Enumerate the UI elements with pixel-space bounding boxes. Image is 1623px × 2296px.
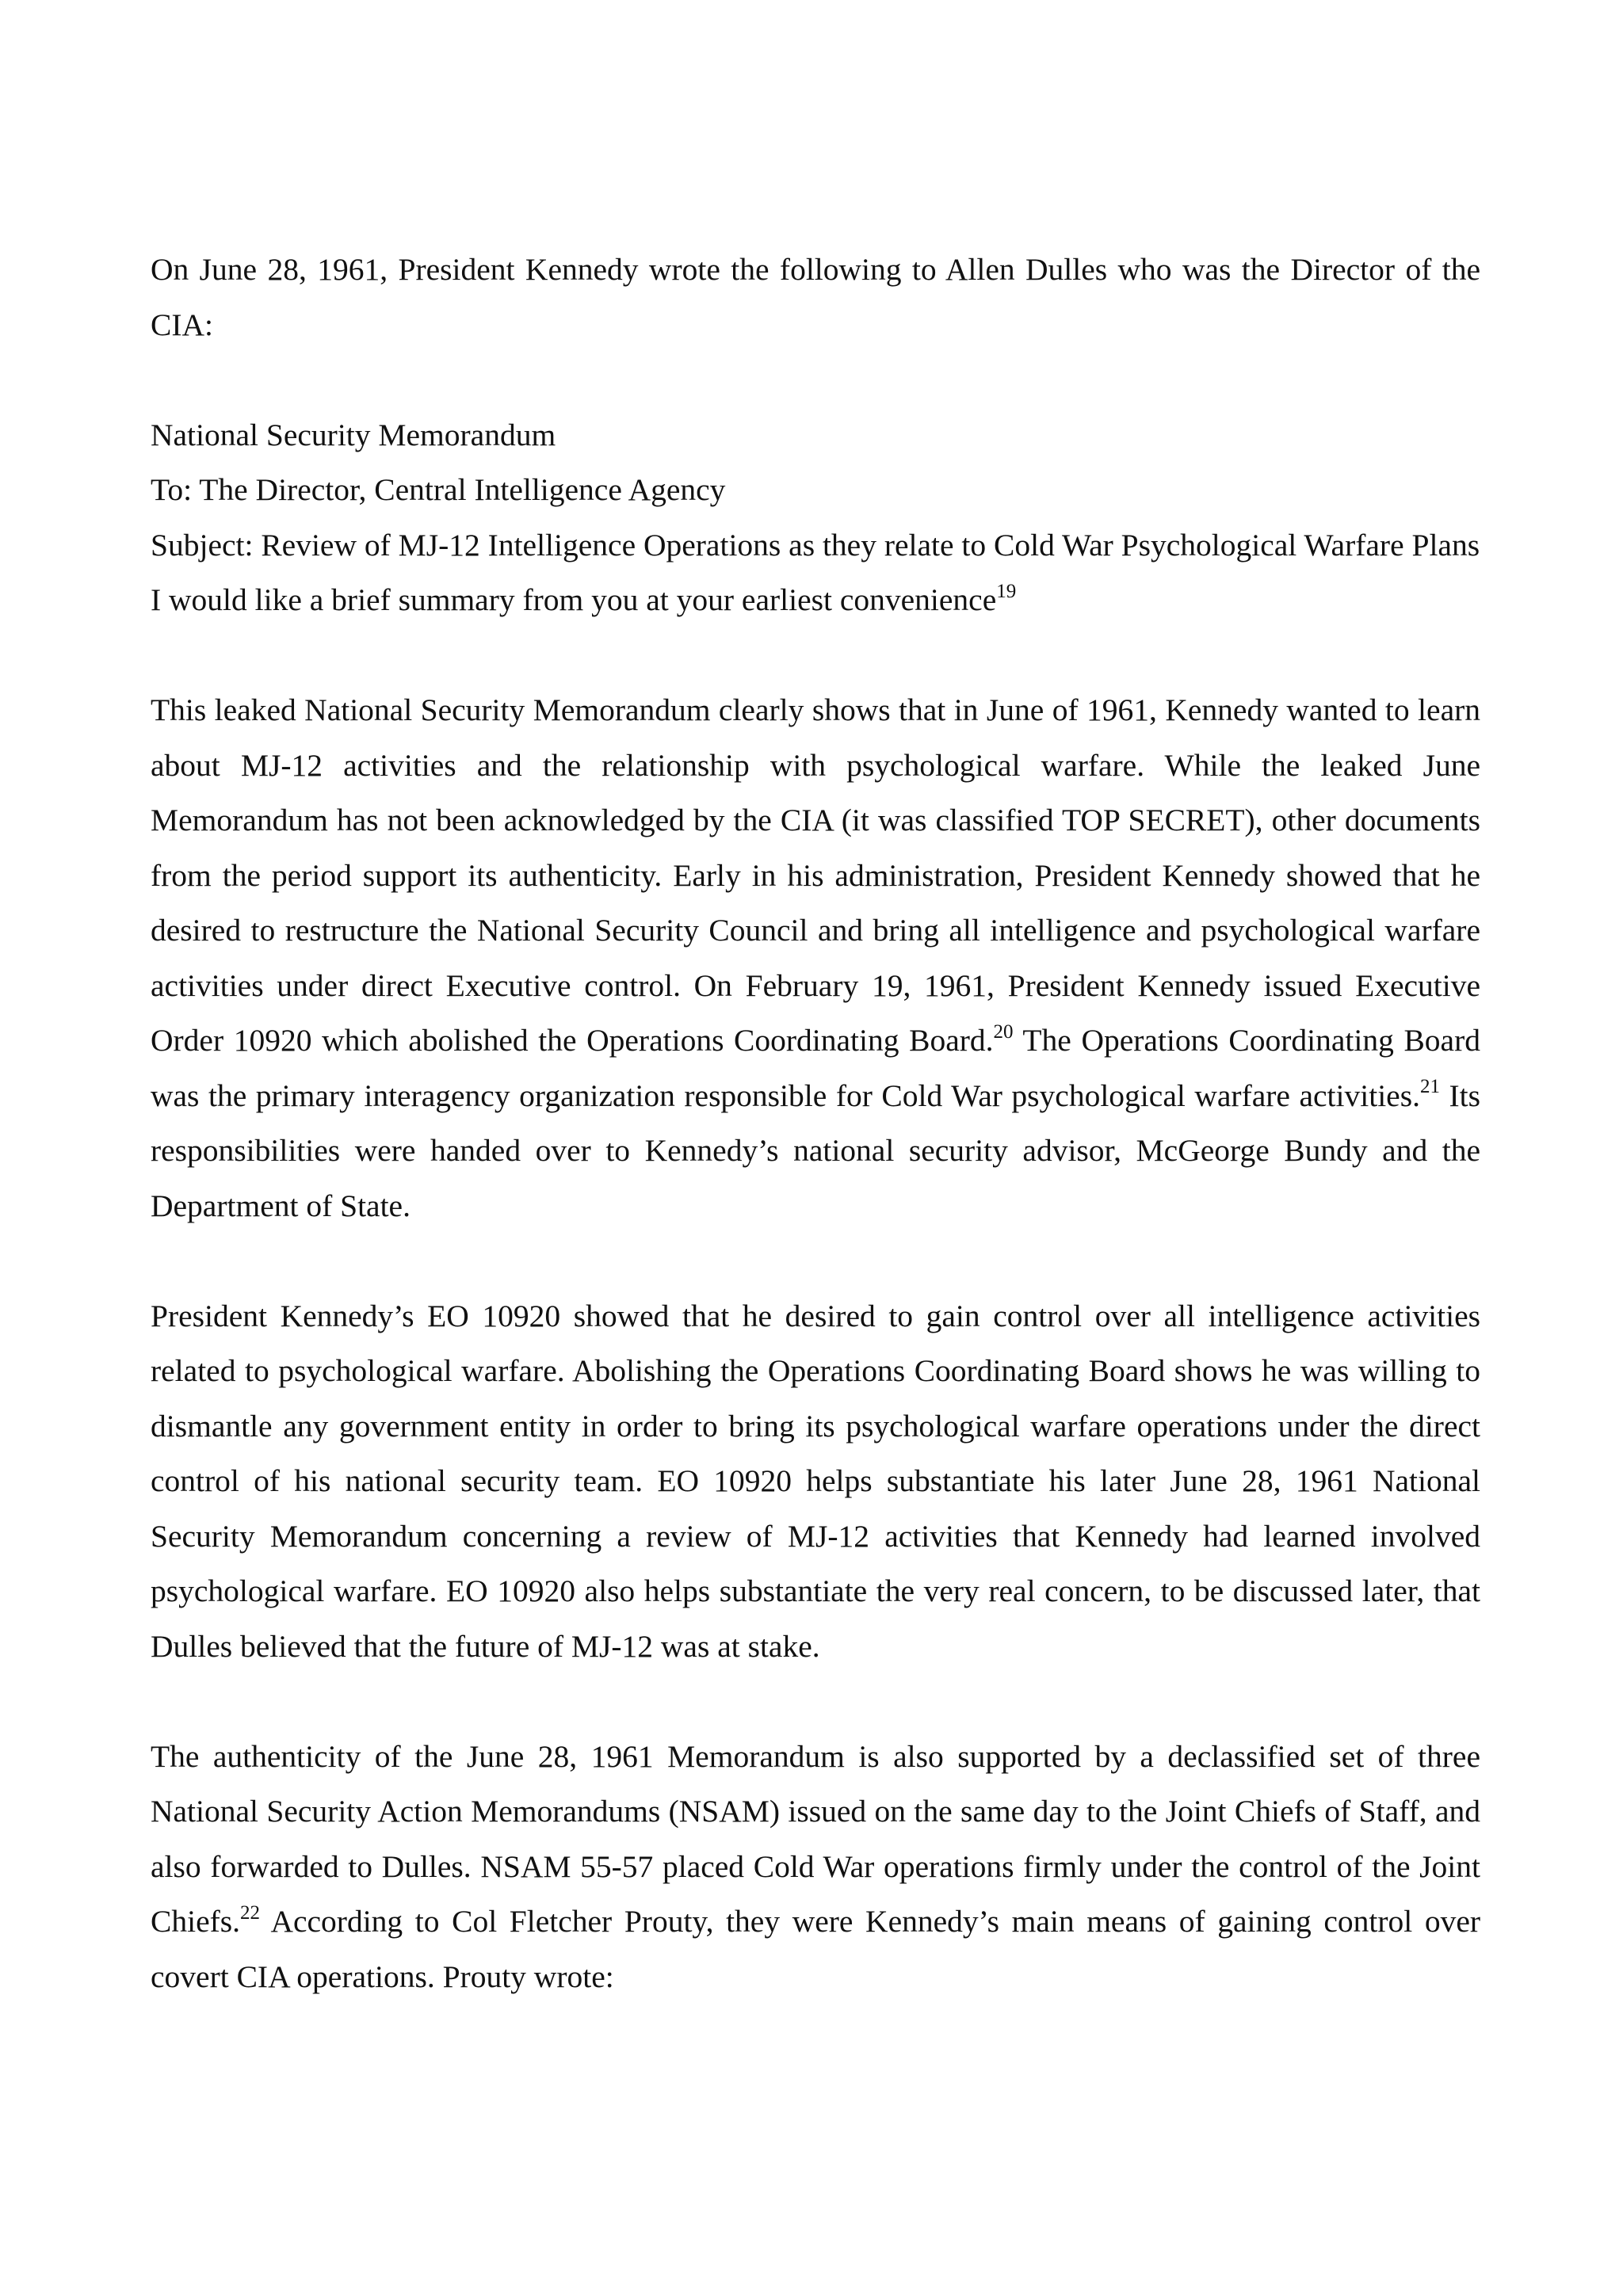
paragraph-3-text-b: According to Col Fletcher Prouty, they were Kennedy’s main means of gaining control over covert CIA operations. Prouty wrote: (151, 1904, 1480, 1994)
paragraph-1-text-b: The Operations Coordinating Board was the primary interagency organization responsible for Cold War psychological warfare activities. (151, 1023, 1480, 1113)
document-page (151, 242, 1480, 2004)
memo-title: National Security Memorandum (151, 417, 556, 452)
footnote-ref-21: 21 (1419, 1076, 1440, 1098)
footnote-ref-20: 20 (993, 1020, 1014, 1043)
memo-request-text: I would like a brief summary from you at your earliest convenience (151, 582, 997, 617)
paragraph-1-text-a: This leaked National Security Memorandum clearly shows that in June of 1961, Kennedy wanted to learn about MJ-12 activities and the relationship with psychological warfare. While the leaked June Memorandum has not been acknowledged by the CIA (it was classified TOP SECRET), other documents from the period support its authenticity. Early in his administration, President Kennedy showed that he desired to restructure the National Security Council and bring all intelligence and psychological warfare activities under direct Executive control. On February 19, 1961, President Kennedy issued Executive Order 10920 which abolished the Operations Coordinating Board. (151, 692, 1480, 1058)
memo-block (151, 408, 1480, 628)
paragraph-2: President Kennedy’s EO 10920 showed that he desired to gain control over all intelligence activities related to psychological warfare. Abolishing the Operations Coordinating Board shows he was willing to dismantle any government entity in order to bring its psychological warfare operations under the direct control of his national security team. EO 10920 helps substantiate his later June 28, 1961 National Security Memorandum concerning a review of MJ-12 activities that Kennedy had learned involved psychological warfare. EO 10920 also helps substantiate the very real concern, to be discussed later, that Dulles believed that the future of MJ-12 was at stake. (151, 1298, 1480, 1664)
paragraph-1 (151, 683, 1480, 1234)
paragraph-1-text-c: Its responsibilities were handed over to Kennedy’s national security advisor, McGeorge Bundy and the Department of State. (151, 1077, 1481, 1223)
memo-to: To: The Director, Central Intelligence Agency (151, 472, 726, 507)
footnote-ref-22: 22 (240, 1901, 261, 1924)
memo-subject: Subject: Review of MJ-12 Intelligence Operations as they relate to Cold War Psychological Warfare Plans (151, 527, 1480, 563)
paragraph-3 (151, 1730, 1480, 2005)
footnote-ref-19: 19 (996, 580, 1017, 602)
paragraph-3-text-a: The authenticity of the June 28, 1961 Memorandum is also supported by a declassified set of three National Security Action Memorandums (NSAM) issued on the same day to the Joint Chiefs of Staff, and also forwarded to Dulles. NSAM 55-57 placed Cold War operations firmly under the control of the Joint Chiefs. (151, 1738, 1480, 1939)
intro-paragraph: On June 28, 1961, President Kennedy wrote the following to Allen Dulles who was the Director of the CIA: (151, 252, 1480, 342)
memo-request (151, 573, 1480, 628)
